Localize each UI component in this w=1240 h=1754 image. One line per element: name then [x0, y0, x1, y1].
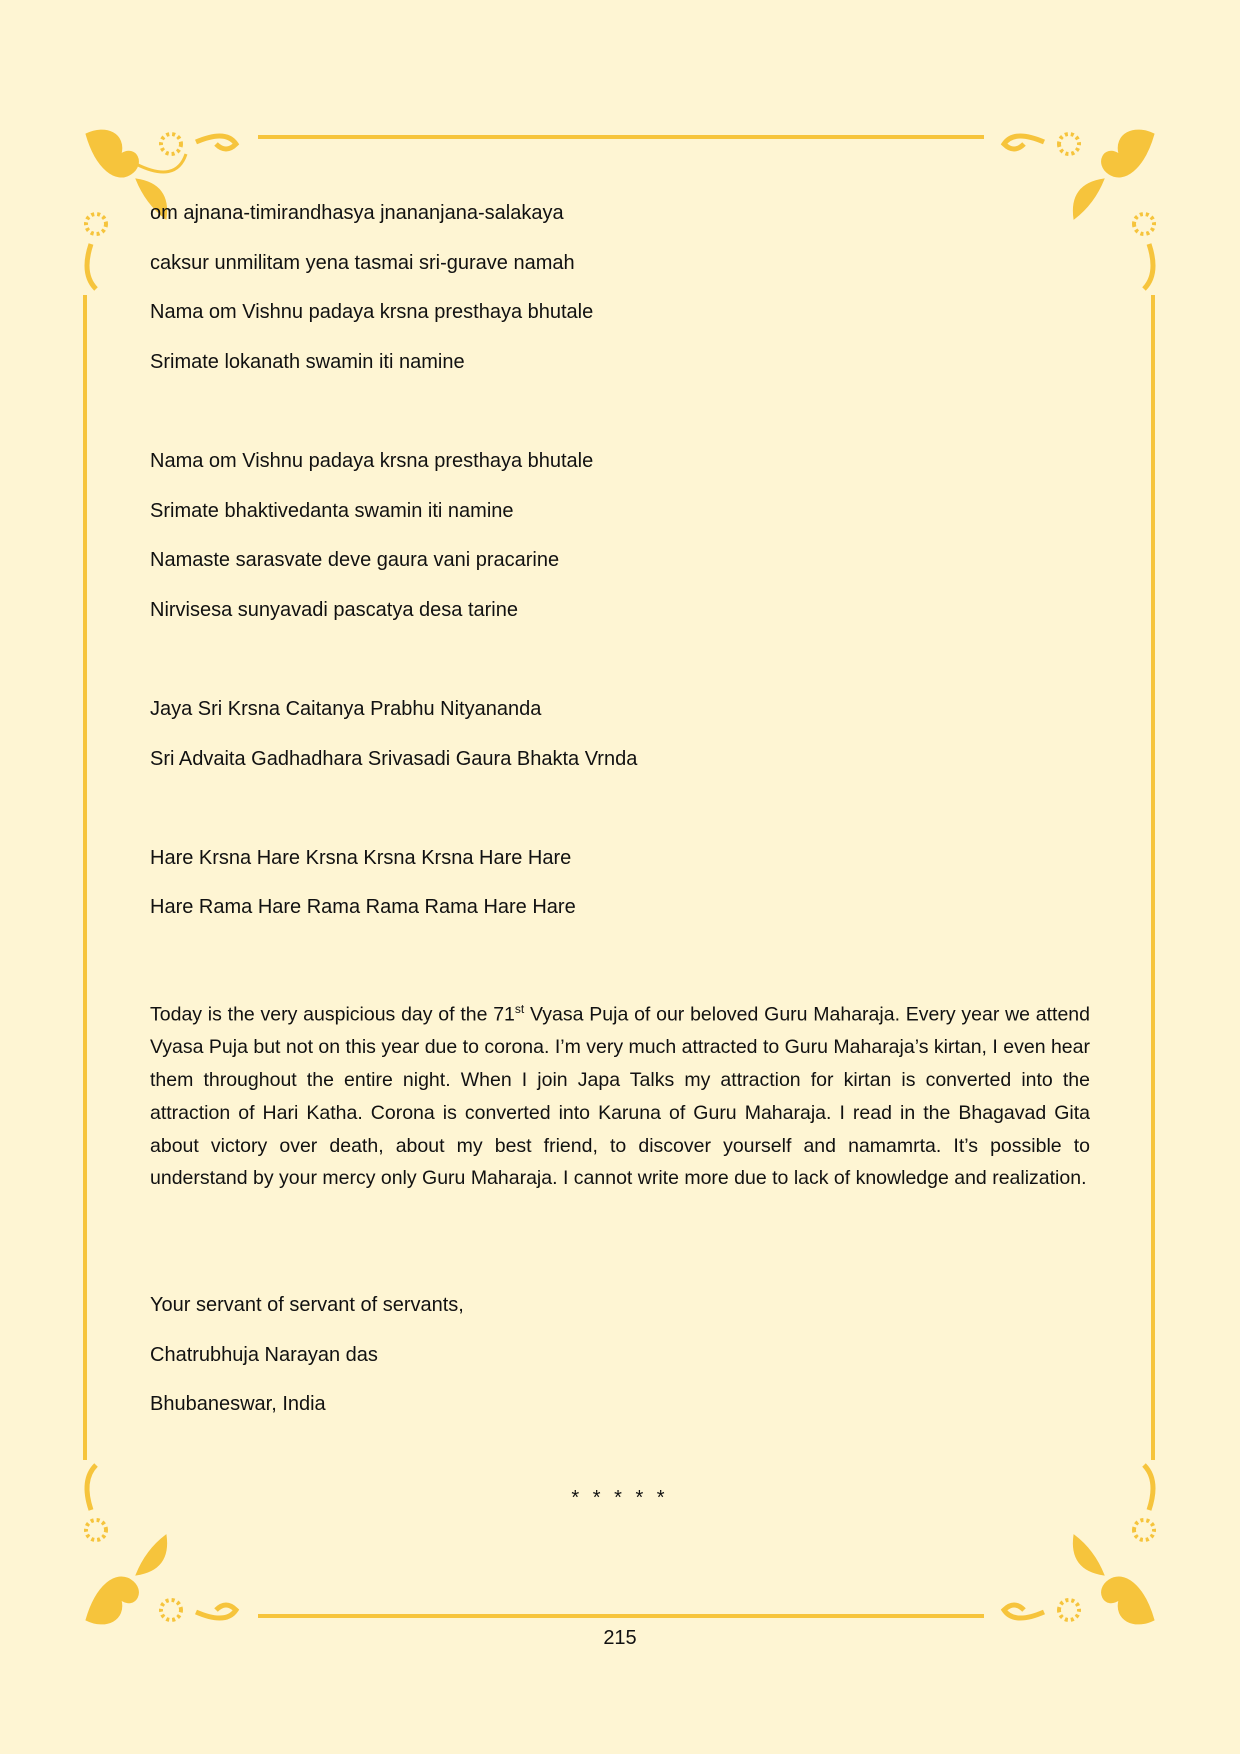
section-separator: * * * * *	[571, 1487, 669, 1509]
verse-line: Hare Rama Hare Rama Rama Rama Hare Hare	[150, 896, 576, 918]
verse-line: Nama om Vishnu padaya krsna presthaya bhutale	[150, 450, 594, 472]
ordinal-suffix: st	[514, 1002, 525, 1016]
verse-line: Srimate lokanath swamin iti namine	[150, 351, 465, 373]
body-paragraph	[150, 993, 1090, 1195]
border-top	[258, 135, 984, 139]
border-bottom	[258, 1614, 984, 1618]
verse-line: Namaste sarasvate deve gaura vani pracarine	[150, 549, 560, 571]
body-text: Today is the very auspicious day of the 71	[150, 1003, 515, 1026]
verse-line: om ajnana-timirandhasya jnananjana-salakaya	[150, 202, 564, 224]
verse-line: Nama om Vishnu padaya krsna presthaya bhutale	[150, 301, 594, 323]
corner-ornament-icon	[76, 1460, 256, 1630]
signoff-line: Your servant of servant of servants,	[150, 1294, 464, 1316]
corner-ornament-icon	[984, 1460, 1164, 1630]
author-location: Bhubaneswar, India	[150, 1393, 326, 1415]
verse-line: Hare Krsna Hare Krsna Krsna Krsna Hare Hare	[150, 847, 572, 869]
verse-line: Nirvisesa sunyavadi pascatya desa tarine	[150, 599, 518, 621]
page-number: 215	[603, 1627, 637, 1649]
border-right	[1151, 295, 1155, 1460]
border-left	[83, 295, 87, 1460]
body-text: Vyasa Puja of our beloved Guru Maharaja. Every year we attend Vyasa Puja but not on this year due to corona. I’m very much attracted to Guru Maharaja’s kirtan, I even hear them throughout the entire night. When I join Japa Talks my attraction for kirtan is converted into the attraction of Hari Katha. Corona is converted into Karuna of Guru Maharaja. I read in the Bhagavad Gita about victory over death, about my best friend, to discover yourself and namamrta. It’s possible to understand by your mercy only Guru Maharaja. I cannot write more due to lack of knowledge and realization.	[150, 1003, 1091, 1190]
verse-line: Srimate bhaktivedanta swamin iti namine	[150, 500, 514, 522]
verse-line: Sri Advaita Gadhadhara Srivasadi Gaura Bhakta Vrnda	[150, 748, 638, 770]
corner-ornament-icon	[984, 124, 1164, 294]
author-name: Chatrubhuja Narayan das	[150, 1344, 378, 1366]
verse-line: Jaya Sri Krsna Caitanya Prabhu Nityananda	[150, 698, 542, 720]
verse-line: caksur unmilitam yena tasmai sri-gurave namah	[150, 252, 575, 274]
